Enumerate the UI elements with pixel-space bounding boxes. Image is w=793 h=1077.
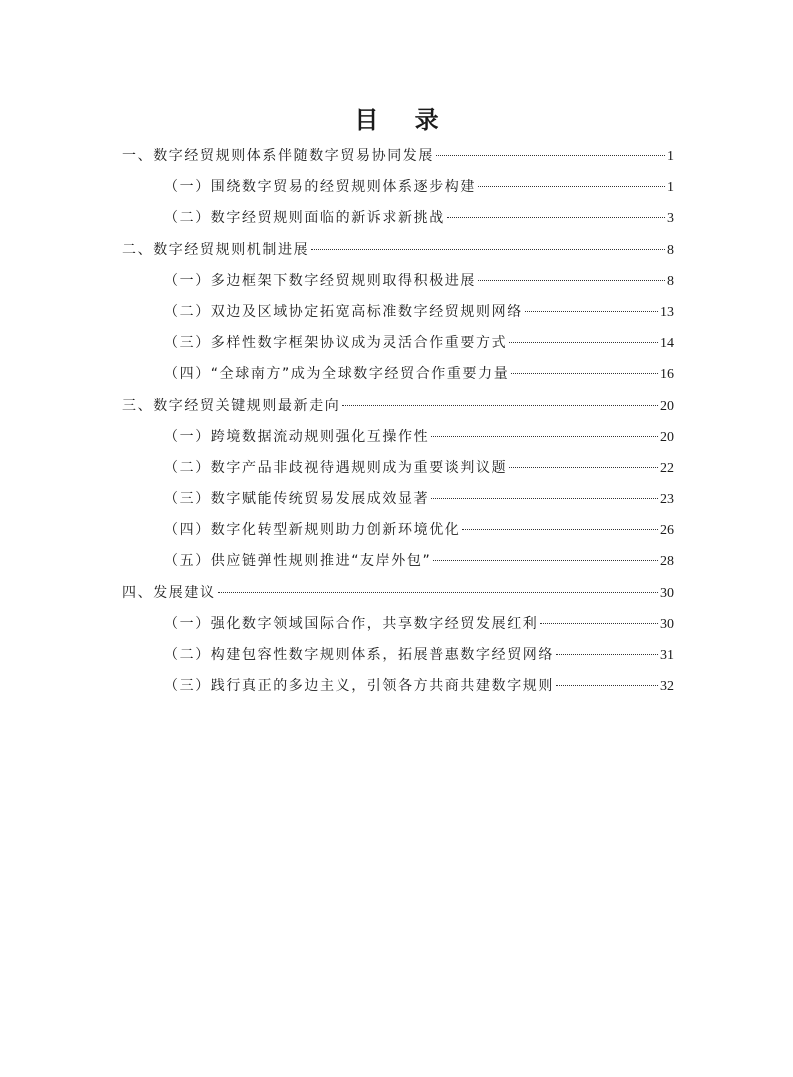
toc-page-number: 13	[660, 304, 674, 320]
toc-entry-label: 二、数字经贸规则机制进展	[122, 241, 310, 258]
toc-entry-label: （二）双边及区域协定拓宽高标准数字经贸规则网络	[164, 303, 523, 320]
toc-entry[interactable]	[122, 515, 674, 546]
toc-entry[interactable]	[122, 172, 674, 203]
toc-entry[interactable]	[122, 640, 674, 671]
toc-page-number: 1	[667, 180, 674, 196]
toc-entry[interactable]	[122, 141, 674, 172]
toc-entry[interactable]	[122, 328, 674, 359]
toc-dot-leader	[433, 560, 658, 561]
table-of-contents	[122, 141, 674, 702]
toc-dot-leader	[218, 592, 658, 593]
toc-page-number: 30	[660, 616, 674, 632]
toc-entry[interactable]	[122, 484, 674, 515]
toc-dot-leader	[342, 405, 658, 406]
toc-dot-leader	[511, 373, 658, 374]
toc-page-number: 8	[667, 242, 674, 258]
toc-page-number: 26	[660, 523, 674, 539]
toc-dot-leader	[556, 685, 658, 686]
toc-entry-label: （五）供应链弹性规则推进“友岸外包”	[164, 553, 432, 570]
toc-page-number: 22	[660, 460, 674, 476]
toc-entry[interactable]	[122, 359, 674, 390]
toc-entry-label: （一）多边框架下数字经贸规则取得积极进展	[164, 272, 476, 289]
toc-entry-label: （二）数字经贸规则面临的新诉求新挑战	[164, 210, 445, 227]
toc-entry[interactable]	[122, 453, 674, 484]
toc-dot-leader	[540, 623, 658, 624]
toc-page-number: 20	[660, 429, 674, 445]
toc-entry[interactable]	[122, 266, 674, 297]
toc-page-number: 31	[660, 648, 674, 663]
toc-page-number: 8	[667, 273, 674, 289]
toc-page-number: 16	[660, 367, 674, 383]
toc-dot-leader	[447, 217, 665, 218]
toc-entry-label: （三）践行真正的多边主义，引领各方共商共建数字规则	[164, 678, 554, 695]
toc-entry[interactable]	[122, 391, 674, 422]
toc-page-number: 14	[660, 336, 674, 352]
toc-entry[interactable]	[122, 578, 674, 609]
page-title: 目 录	[354, 106, 453, 134]
toc-entry[interactable]	[122, 546, 674, 577]
toc-entry-label: （三）数字赋能传统贸易发展成效显著	[164, 491, 430, 508]
toc-entry-label: 一、数字经贸规则体系伴随数字贸易协同发展	[122, 148, 434, 164]
toc-dot-leader	[431, 436, 658, 437]
toc-entry-label: （二）构建包容性数字规则体系，拓展普惠数字经贸网络	[164, 647, 554, 663]
toc-entry-label: （一）跨境数据流动规则强化互操作性	[164, 428, 430, 445]
toc-entry[interactable]	[122, 671, 674, 702]
toc-page-number: 30	[660, 585, 674, 601]
toc-dot-leader	[509, 467, 658, 468]
toc-entry-label: （四）“全球南方”成为全球数字经贸合作重要力量	[164, 366, 510, 383]
toc-entry-label: 四、发展建议	[122, 584, 216, 601]
toc-entry-label: （二）数字产品非歧视待遇规则成为重要谈判议题	[164, 459, 508, 476]
toc-page-number: 32	[660, 679, 674, 695]
toc-page-number: 1	[667, 149, 674, 164]
toc-entry[interactable]	[122, 422, 674, 453]
toc-dot-leader	[462, 529, 658, 530]
toc-entry[interactable]	[122, 297, 674, 328]
toc-entry-label: 三、数字经贸关键规则最新走向	[122, 397, 341, 414]
toc-dot-leader	[478, 280, 665, 281]
toc-entry[interactable]	[122, 609, 674, 640]
toc-dot-leader	[556, 654, 658, 655]
toc-page-number: 20	[660, 398, 674, 414]
toc-entry[interactable]	[122, 235, 674, 266]
toc-page-number: 28	[660, 554, 674, 570]
toc-dot-leader	[431, 498, 658, 499]
toc-page-number: 23	[660, 492, 674, 508]
toc-dot-leader	[525, 311, 658, 312]
toc-dot-leader	[478, 186, 665, 187]
toc-entry-label: （一）强化数字领域国际合作，共享数字经贸发展红利	[164, 615, 539, 632]
toc-entry-label: （一）围绕数字贸易的经贸规则体系逐步构建	[164, 179, 476, 196]
toc-entry[interactable]	[122, 203, 674, 234]
toc-entry-label: （四）数字化转型新规则助力创新环境优化	[164, 522, 461, 539]
toc-dot-leader	[311, 249, 665, 250]
toc-dot-leader	[509, 342, 658, 343]
toc-page-number: 3	[667, 211, 674, 227]
toc-entry-label: （三）多样性数字框架协议成为灵活合作重要方式	[164, 335, 508, 352]
toc-dot-leader	[436, 155, 665, 156]
